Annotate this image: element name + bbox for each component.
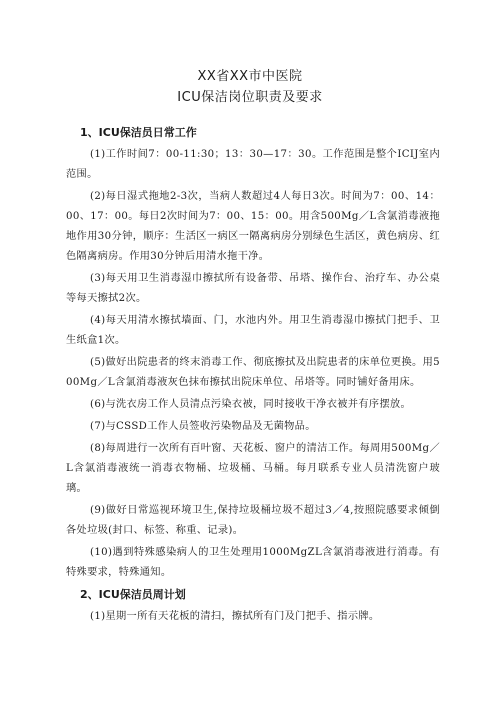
paragraph: (6)与洗衣房工作人员清点污染衣被，同时接收干净衣被并有序摆放。 [90,399,412,410]
document-title: XX省XX市中医院 [197,69,303,84]
paragraph: (10)遇到特殊感染病人的卫生处理用1000MgZL含氯消毒液进行消毒。有特殊要求，特殊通知。 [66,547,440,578]
document-subtitle: ICU保洁岗位职责及要求 [177,90,323,105]
paragraph: (2)每日湿式拖地2-3次，当病人数超过4人每日3次。时间为7：00、14：00、17：00。每日2次时间为7：00、15：00。用含500Mg／L含氯消毒液拖地作用30分钟，顺序：生活区一病区一隔离病房分别绿色生活区，黄色病房、红色隔离病房。作用30分钟后用清水拖干净。 [66,191,440,262]
paragraph: (8)每周进行一次所有百叶窗、天花板、窗户的清洁工作。每周用500Mg／L含氯消毒液统一消毒衣物桶、垃圾桶、马桶。每月联系专业人员清洗窗户玻璃。 [66,443,440,494]
section-heading-daily-work: 1、ICU保洁员日常工作 [80,126,197,139]
paragraph: (1)工作时间7：00-11:30；13：30—17：30。工作范围是整个ICIJ室内范围。 [66,149,440,180]
section-heading-weekly-plan: 2、ICU保洁员周计划 [80,588,186,601]
paragraph: (3)每天用卫生消毒湿巾擦拭所有设备带、吊塔、操作台、治疗车、办公桌等每天擦拭2次。 [66,273,440,304]
paragraph: (9)做好日常巡视环境卫生,保持垃圾桶垃圾不超过3／4,按照院感要求倾倒各处垃圾(封口、标签、称重、记录)。 [66,505,440,536]
paragraph: (4)每天用清水擦拭墙面、门，水池内外。用卫生消毒湿巾擦拭门把手、卫生纸盒1次。 [66,315,440,346]
paragraph: (7)与CSSD工作人员签收污染物品及无菌物品。 [90,421,316,432]
paragraph: (5)做好出院患者的终末消毒工作、彻底擦拭及出院患者的床单位更换。用500Mg／L含氯消毒液灰色抹布擦拭出院床单位、吊塔等。同时铺好备用床。 [66,357,440,388]
paragraph: (1)星期一所有天花板的清扫，擦拭所有门及门把手、指示牌。 [90,611,380,622]
